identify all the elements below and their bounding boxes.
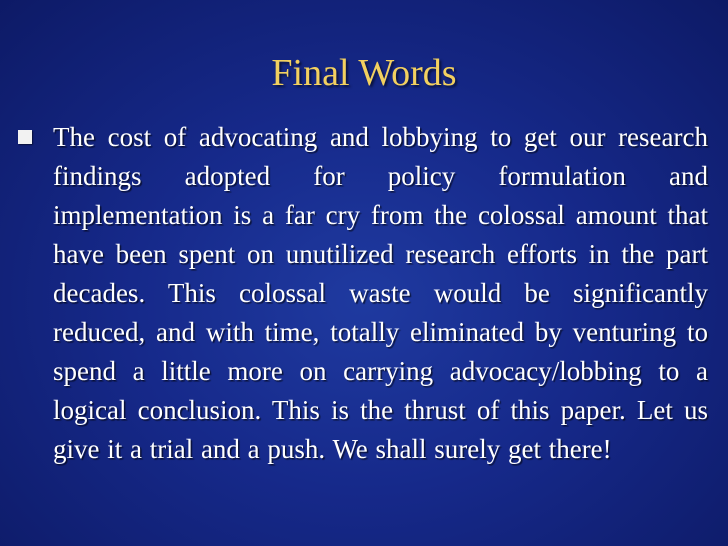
bullet-text: The cost of advocating and lobbying to get our research findings adopted for policy formulation and implementation is a far cry from the colossal amount that have been spent on unutilized research efforts in the part decades. This colossal waste would be significantly reduced, and with time, totally eliminated by venturing to spend a little more on carrying advocacy/lobbing to a logical conclusion. This is the thrust of this paper. Let us give it a trial and a push. We shall surely get there! (53, 122, 708, 464)
square-bullet-icon (18, 130, 32, 144)
bullet-item (18, 118, 708, 469)
bullet-list (18, 118, 708, 469)
slide-title: Final Words (271, 52, 457, 94)
